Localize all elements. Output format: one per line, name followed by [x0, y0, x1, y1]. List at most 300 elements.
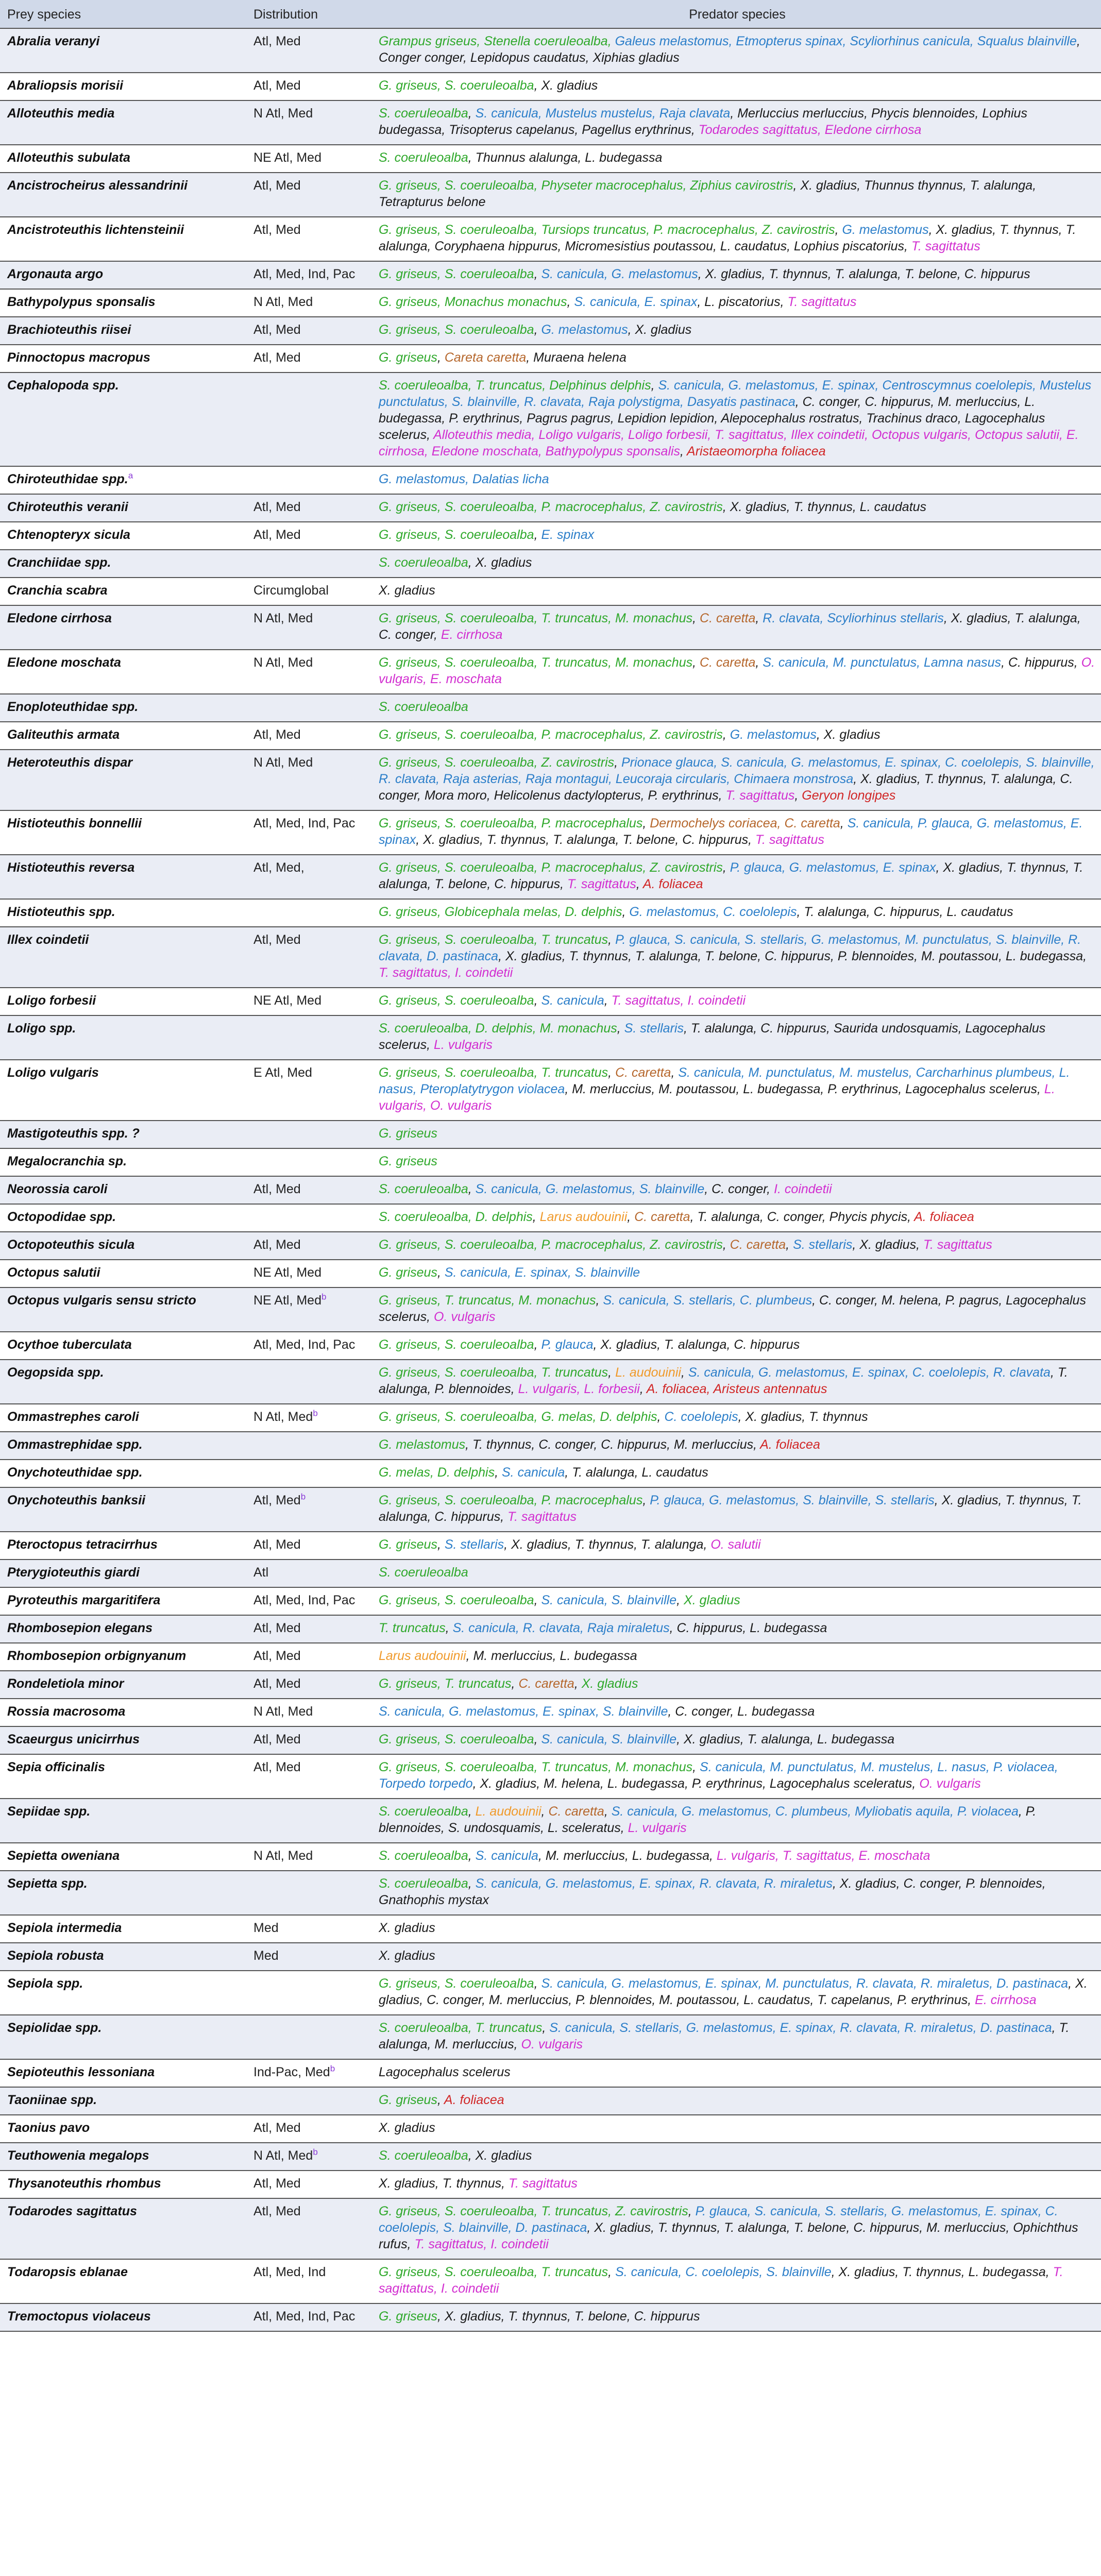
predator-species-cell	[371, 1060, 1101, 1121]
distribution-cell: Atl, Med	[246, 217, 371, 261]
table-row	[0, 261, 1101, 289]
table-row	[0, 2259, 1101, 2303]
predator-species-group: ,	[437, 1265, 445, 1280]
predator-species-group: T. sagittatus	[567, 877, 636, 891]
table-row	[0, 1432, 1101, 1460]
predator-species-group: , M. merluccius, M. poutassou, L. budegassa, P. erythrinus, Lagocephalus scelerus,	[565, 1082, 1044, 1096]
prey-species-cell	[0, 1799, 246, 1843]
predator-species-group: ,	[692, 611, 700, 625]
predator-species-group: ,	[692, 655, 700, 670]
predator-species-group: ,	[722, 1238, 730, 1252]
distribution-cell: Atl, Med,	[246, 855, 371, 899]
table-row	[0, 1871, 1101, 1915]
predator-species-group: Dermochelys coriacea, C. caretta	[650, 816, 840, 831]
predator-species-group: S. coeruleoalba	[379, 1804, 468, 1819]
table-row	[0, 1671, 1101, 1699]
prey-species-cell	[0, 2087, 246, 2115]
predator-species-cell	[371, 899, 1101, 927]
distribution-cell: N Atl, Med	[246, 100, 371, 145]
predator-species-cell	[371, 145, 1101, 173]
predator-species-cell	[371, 289, 1101, 317]
table-row	[0, 1560, 1101, 1587]
prey-species-cell	[0, 1204, 246, 1232]
table-row	[0, 1971, 1101, 2015]
predator-species-group: E. spinax	[541, 528, 595, 542]
distribution-cell	[246, 1121, 371, 1148]
distribution-cell: Atl, Med	[246, 1615, 371, 1643]
distribution-cell: N Atl, Med	[246, 1699, 371, 1726]
table-row	[0, 578, 1101, 605]
predator-species-cell	[371, 1971, 1101, 2015]
predator-species-group: S. canicula, G. melastomus, S. blainville	[475, 1182, 705, 1196]
predator-species-group: G. griseus, S. coeruleoalba	[379, 1732, 534, 1747]
predator-species-cell	[371, 1560, 1101, 1587]
predator-species-cell	[371, 750, 1101, 810]
predator-species-group: , X. gladius, T. thynnus, L. budegassa,	[831, 2265, 1053, 2279]
predator-species-group: R. clavata, Scyliorhinus stellaris	[763, 611, 944, 625]
predator-species-group: , X. gladius, T. thynnus, T. alalunga, T. belone, C. hippurus,	[416, 833, 756, 847]
predator-species-group: A. foliacea	[760, 1437, 820, 1452]
predator-species-group: L. audouinii	[615, 1365, 681, 1380]
predator-species-group: P. glauca	[541, 1337, 594, 1352]
predator-species-group: ,	[657, 1410, 665, 1424]
predator-species-group: ,	[608, 2265, 616, 2279]
table-row	[0, 2303, 1101, 2331]
predator-species-cell	[371, 2143, 1101, 2171]
prey-species-name: Taonius pavo	[7, 2121, 90, 2135]
predator-species-group: , X. gladius, T. alalunga, C. hippurus	[593, 1337, 800, 1352]
prey-species-cell	[0, 2171, 246, 2198]
predator-species-group: ,	[495, 1465, 502, 1480]
prey-species-name: Rhombosepion elegans	[7, 1621, 153, 1635]
predator-species-group: L. vulgaris, O. vulgaris	[379, 1082, 1055, 1113]
distribution-cell: Atl, Med	[246, 345, 371, 372]
predator-species-cell	[371, 1487, 1101, 1532]
predator-species-cell	[371, 1176, 1101, 1204]
predator-species-group: G. griseus, S. coeruleoalba, P. macrocephalus	[379, 816, 643, 831]
predator-species-group: ,	[468, 1876, 476, 1891]
prey-species-name: Chiroteuthidae spp.	[7, 472, 128, 486]
table-row	[0, 1587, 1101, 1615]
predator-species-cell	[371, 550, 1101, 578]
table-row	[0, 855, 1101, 899]
predator-species-group: ,	[534, 1976, 541, 1991]
distribution-cell: N Atl, Med	[246, 750, 371, 810]
distribution-cell: Atl, Med	[246, 1532, 371, 1560]
distribution-cell	[246, 1871, 371, 1915]
predator-species-group: S. canicula, R. clavata, Raja miraletus	[452, 1621, 670, 1635]
distribution-cell	[246, 1460, 371, 1487]
predator-species-group: Larus audouinii	[379, 1649, 466, 1663]
prey-species-cell	[0, 1015, 246, 1060]
predator-species-group: L. vulgaris, L. forbesii	[518, 1382, 640, 1396]
predator-species-group: G. melastomus	[842, 223, 929, 237]
prey-species-name: Pyroteuthis margaritifera	[7, 1593, 161, 1607]
distribution-cell: Atl, Med	[246, 494, 371, 522]
predator-species-group: S. canicula	[475, 1849, 538, 1863]
prey-species-cell	[0, 345, 246, 372]
prey-species-cell	[0, 1332, 246, 1360]
predator-species-group: S. coeruleoalba	[379, 150, 468, 165]
predator-species-group: C. caretta	[730, 1238, 786, 1252]
prey-species-cell	[0, 1971, 246, 2015]
predator-species-cell	[371, 1799, 1101, 1843]
predator-species-group: ,	[534, 993, 541, 1008]
predator-species-group: ,	[671, 1065, 679, 1080]
predator-species-group: G. griseus, S. coeruleoalba, T. truncatus	[379, 2265, 608, 2279]
prey-species-name: Loligo forbesii	[7, 993, 96, 1008]
predator-species-group: G. griseus, S. coeruleoalba, Tursiops truncatus, P. macrocephalus, Z. cavirostris	[379, 223, 835, 237]
predator-species-group: Geryon longipes	[802, 788, 896, 803]
table-row	[0, 2115, 1101, 2143]
predator-species-cell	[371, 73, 1101, 100]
predator-species-group: S. coeruleoalba, D. delphis	[379, 1210, 533, 1224]
predator-species-group: ,	[468, 1849, 476, 1863]
predator-species-group: ,	[642, 816, 650, 831]
predator-species-group: , M. merluccius, L. budegassa,	[538, 1849, 717, 1863]
footnote-marker: b	[313, 1408, 318, 1418]
predator-species-group: G. griseus, S. coeruleoalba	[379, 78, 534, 93]
predator-species-group: , X. gladius, T. thynnus, T. alalunga, C. hippurus,	[379, 1493, 1082, 1524]
predator-species-group: , Muraena helena	[526, 350, 626, 365]
predator-species-cell	[371, 694, 1101, 722]
prey-species-name: Octopoteuthis sicula	[7, 1238, 135, 1252]
predator-species-group: ,	[755, 655, 763, 670]
predator-species-group: P. glauca, G. melastomus, S. blainville, S. stellaris	[650, 1493, 935, 1507]
prey-species-name: Sepiolidae spp.	[7, 2021, 102, 2035]
table-row	[0, 1148, 1101, 1176]
predator-species-cell	[371, 1287, 1101, 1332]
prey-species-name: Pterygioteuthis giardi	[7, 1565, 140, 1580]
distribution-cell	[246, 694, 371, 722]
prey-species-cell	[0, 2143, 246, 2171]
predator-species-group: , T. alalunga, C. hippurus, Saurida undosquamis, Lagocephalus scelerus,	[379, 1021, 1046, 1052]
prey-species-cell	[0, 899, 246, 927]
predator-species-cell	[371, 2303, 1101, 2331]
predator-species-group: G. griseus, S. coeruleoalba, T. truncatus	[379, 933, 608, 947]
table-row	[0, 694, 1101, 722]
predator-species-group: G. griseus, S. coeruleoalba, P. macrocephalus, Z. cavirostris	[379, 727, 723, 742]
predator-species-group: ,	[681, 1365, 688, 1380]
predator-species-group: O. vulgaris	[521, 2037, 583, 2052]
distribution-cell: Atl, Med	[246, 173, 371, 217]
prey-species-cell	[0, 2015, 246, 2059]
prey-species-name: Ancistroteuthis lichtensteinii	[7, 223, 184, 237]
distribution-cell: Med	[246, 1943, 371, 1971]
predator-species-cell	[371, 1671, 1101, 1699]
header-predator: Predator species	[371, 0, 1101, 28]
predator-species-group: G. griseus, S. coeruleoalba, P. macrocephalus	[379, 1493, 643, 1507]
prey-species-name: Sepiola robusta	[7, 1948, 104, 1963]
predator-species-cell	[371, 173, 1101, 217]
predator-species-group: S. canicula, E. spinax, S. blainville	[444, 1265, 640, 1280]
predator-species-group: , X. gladius, T. alalunga, C. conger,	[379, 611, 1081, 642]
table-row	[0, 605, 1101, 650]
predator-species-group: ,	[688, 2204, 696, 2218]
prey-species-cell	[0, 1460, 246, 1487]
table-row	[0, 1532, 1101, 1560]
predator-species-group: S. coeruleoalba, T. truncatus, Delphinus delphis	[379, 378, 651, 393]
predator-species-group: T. sagittatus, I. coindetii	[611, 993, 746, 1008]
predator-species-group: , X. gladius, T. thynnus, T. alalunga, T. belone, C. hippurus, P. blennoides, M. poutassou, L. budegassa,	[498, 949, 1087, 963]
predator-species-group: O. salutii	[710, 1537, 761, 1552]
predator-species-group: G. griseus, S. coeruleoalba	[379, 323, 534, 337]
predator-species-group: Prionace glauca, S. canicula, G. melastomus, E. spinax, C. coelolepis, S. blainville, R. clavata, Raja asterias, Raja montagui, Leucoraja circularis, Chimaera monstrosa	[379, 755, 1095, 786]
prey-species-name: Onychoteuthidae spp.	[7, 1465, 143, 1480]
predator-species-group: C. caretta	[700, 611, 756, 625]
predator-species-group: L. vulgaris, T. sagittatus, E. moschata	[716, 1849, 930, 1863]
predator-species-group: G. griseus, T. truncatus, M. monachus	[379, 1293, 596, 1308]
predator-species-group: S. canicula, M. punctulatus, M. mustelus, Carcharhinus plumbeus, L. nasus, Pteroplatytrygon violacea	[379, 1065, 1070, 1096]
predator-species-group: Careta caretta	[444, 350, 527, 365]
distribution-cell: Atl, Med	[246, 1643, 371, 1671]
footnote-marker: b	[313, 2147, 318, 2157]
predator-species-group: , X. gladius	[628, 323, 692, 337]
predator-species-cell	[371, 1204, 1101, 1232]
predator-species-group: S. canicula, E. spinax	[574, 295, 698, 309]
predator-species-group: ,	[542, 2021, 550, 2035]
predator-species-group: ,	[614, 755, 622, 770]
prey-species-cell	[0, 810, 246, 855]
predator-species-group: S. canicula, G. melastomus, E. spinax, Centroscymnus coelolepis, Mustelus punctulatus, S. blainville, R. clavata, Raja polystigma, Dasyatis pastinaca	[379, 378, 1092, 409]
predator-species-cell	[371, 261, 1101, 289]
predator-species-cell	[371, 810, 1101, 855]
prey-species-name: Tremoctopus violaceus	[7, 2309, 151, 2324]
predator-species-group: G. griseus, S. coeruleoalba, T. truncatus, M. monachus	[379, 611, 693, 625]
prey-species-cell	[0, 1176, 246, 1204]
prey-species-cell	[0, 2115, 246, 2143]
distribution-cell: N Atl, Med	[246, 605, 371, 650]
predator-species-group: S. coeruleoalba, T. truncatus	[379, 2021, 543, 2035]
predator-species-group: S. coeruleoalba	[379, 1565, 468, 1580]
predator-species-group: X. gladius	[684, 1593, 740, 1607]
table-row	[0, 1799, 1101, 1843]
predator-species-group: ,	[622, 905, 630, 919]
prey-species-cell	[0, 722, 246, 750]
predator-species-group: G. griseus	[379, 1265, 437, 1280]
table-body	[0, 28, 1101, 2331]
predator-species-group: ,	[567, 295, 574, 309]
predator-species-cell	[371, 605, 1101, 650]
predator-species-group: , Merluccius merluccius, Phycis blennoides, Lophius budegassa, Trisopterus capelanus, Pagellus erythrinus,	[379, 106, 1027, 137]
prey-species-cell	[0, 1287, 246, 1332]
distribution-cell: Atl, Med	[246, 1726, 371, 1754]
predator-species-group: S. canicula, G. melastomus, E. spinax, R. clavata, R. miraletus	[475, 1876, 833, 1891]
predator-species-group: G. griseus, Globicephala melas, D. delphis	[379, 905, 622, 919]
predator-species-group: , X. gladius	[468, 555, 532, 570]
distribution-cell: Atl, Med, Ind, Pac	[246, 810, 371, 855]
prey-species-cell	[0, 466, 246, 494]
predator-species-group: S. canicula, M. punctulatus, M. mustelus, L. nasus, P. violacea, Torpedo torpedo	[379, 1760, 1058, 1791]
table-row	[0, 1404, 1101, 1432]
table-row	[0, 1699, 1101, 1726]
distribution-cell	[246, 1971, 371, 2015]
predator-species-group: , X. gladius	[468, 2148, 532, 2163]
predator-species-group: G. griseus	[379, 350, 437, 365]
prey-species-cell	[0, 317, 246, 345]
table-row	[0, 1232, 1101, 1260]
predator-species-group: ,	[794, 788, 802, 803]
table-row	[0, 1487, 1101, 1532]
predator-species-group: S. canicula, S. blainville	[541, 1732, 677, 1747]
predator-species-group: A. foliacea	[914, 1210, 974, 1224]
predator-species-group: , X. gladius, C. conger, M. merluccius, P. blennoides, M. poutassou, L. caudatus, T. capelanus, P. erythrinus,	[379, 1976, 1088, 2007]
table-row	[0, 217, 1101, 261]
table-row	[0, 372, 1101, 466]
distribution-cell: Atl, Med	[246, 1754, 371, 1799]
predator-species-group: T. sagittatus, I. coindetii	[379, 2265, 1063, 2296]
predator-species-group: ,	[608, 933, 616, 947]
distribution-cell: Atl, Med	[246, 1176, 371, 1204]
predator-species-group: P. glauca, S. canicula, S. stellaris, G. melastomus, M. punctulatus, S. blainville, R. clavata, D. pastinaca	[379, 933, 1081, 963]
predator-species-group: ,	[835, 223, 842, 237]
prey-species-name: Cephalopoda spp.	[7, 378, 119, 393]
predator-species-group: , C. hippurus, L. budegassa	[669, 1621, 827, 1635]
predator-species-group: ,	[676, 1593, 684, 1607]
prey-species-name: Chtenopteryx sicula	[7, 528, 130, 542]
distribution-cell: Atl, Med, Ind, Pac	[246, 2303, 371, 2331]
predator-species-cell	[371, 2259, 1101, 2303]
predator-species-group: , X. gladius, M. helena, L. budegassa, P. erythrinus, Lagocephalus sceleratus,	[472, 1776, 920, 1791]
distribution-cell: Atl, Med	[246, 317, 371, 345]
predator-species-group: ,	[642, 1493, 650, 1507]
predator-species-group: ,	[468, 1182, 476, 1196]
predator-species-group: S. canicula, G. melastomus, C. plumbeus, Myliobatis aquila, P. violacea	[611, 1804, 1019, 1819]
prey-species-name: Galiteuthis armata	[7, 727, 120, 742]
distribution-cell: Atl, Med	[246, 522, 371, 550]
predator-species-cell	[371, 494, 1101, 522]
prey-species-cell	[0, 1671, 246, 1699]
predator-species-group: C. caretta	[700, 655, 756, 670]
distribution-cell	[246, 1015, 371, 1060]
prey-species-cell	[0, 550, 246, 578]
table-row	[0, 1754, 1101, 1799]
predator-species-group: G. griseus	[379, 1537, 437, 1552]
predator-species-group: ,	[639, 1382, 647, 1396]
predator-species-cell	[371, 1015, 1101, 1060]
predator-species-group: , X. gladius, C. conger, P. blennoides, Gnathophis mystax	[379, 1876, 1046, 1907]
prey-species-name: Sepioteuthis lessoniana	[7, 2065, 155, 2079]
prey-species-cell	[0, 217, 246, 261]
predator-species-group: S. canicula, S. blainville	[541, 1593, 677, 1607]
table-row	[0, 2143, 1101, 2171]
predator-species-group: , C. conger,	[704, 1182, 774, 1196]
footnote-marker: b	[300, 1492, 306, 1502]
prey-species-name: Scaeurgus unicirrhus	[7, 1732, 140, 1747]
prey-species-name: Loligo vulgaris	[7, 1065, 99, 1080]
predator-species-group: G. griseus, S. coeruleoalba, T. truncatus, M. monachus	[379, 655, 693, 670]
predator-species-group: G. griseus, S. coeruleoalba, P. macrocephalus, Z. cavirostris	[379, 1238, 723, 1252]
predator-species-cell	[371, 2015, 1101, 2059]
prey-species-cell	[0, 1148, 246, 1176]
prey-species-name: Sepiola spp.	[7, 1976, 83, 1991]
table-row	[0, 100, 1101, 145]
predator-species-cell	[371, 1232, 1101, 1260]
prey-species-cell	[0, 855, 246, 899]
predator-species-cell	[371, 1726, 1101, 1754]
table-row	[0, 988, 1101, 1015]
prey-species-name: Todaropsis eblanae	[7, 2265, 128, 2279]
prey-species-name: Sepiola intermedia	[7, 1921, 122, 1935]
table-row	[0, 466, 1101, 494]
table-row	[0, 1204, 1101, 1232]
predator-species-group: , C. conger, C. hippurus, M. merluccius, L. budegassa, P. erythrinus, Pagrus pagrus, Lepidion lepidion, Alepocephalus rostratus, Trachinus draco, Lagocephalus scelerus,	[379, 395, 1045, 442]
predator-species-group: , L. piscatorius,	[697, 295, 788, 309]
predator-species-cell	[371, 28, 1101, 73]
distribution-cell: NE Atl, Med	[246, 145, 371, 173]
table-row	[0, 2171, 1101, 2198]
predator-species-cell	[371, 988, 1101, 1015]
distribution-cell: Atl, Med, Ind, Pac	[246, 1587, 371, 1615]
prey-species-cell	[0, 694, 246, 722]
predator-species-group: , X. gladius, T. alalunga, L. budegassa	[676, 1732, 895, 1747]
prey-species-cell	[0, 2259, 246, 2303]
predator-species-group: , X. gladius, T. thynnus, T. alalunga,	[504, 1537, 711, 1552]
predator-species-group: A. foliacea	[642, 877, 703, 891]
table-row	[0, 2087, 1101, 2115]
predator-species-group: T. truncatus	[379, 1621, 446, 1635]
prey-species-name: Mastigoteuthis spp. ?	[7, 1126, 140, 1141]
predator-species-group: ,	[437, 2093, 444, 2107]
predator-species-group: X. gladius	[379, 583, 435, 598]
predator-species-group: G. melastomus	[730, 727, 817, 742]
predator-species-cell	[371, 217, 1101, 261]
predator-species-cell	[371, 2171, 1101, 2198]
distribution-cell	[246, 2015, 371, 2059]
prey-species-cell	[0, 605, 246, 650]
predator-species-group: L. vulgaris	[628, 1821, 687, 1835]
predator-species-cell	[371, 1615, 1101, 1643]
predator-species-group: L. audouinii	[475, 1804, 541, 1819]
distribution-cell: Atl, Med, Ind	[246, 2259, 371, 2303]
prey-species-name: Rossia macrosoma	[7, 1704, 126, 1719]
predator-species-group: , T. alalunga, C. hippurus, L. caudatus	[797, 905, 1013, 919]
predator-species-group: ,	[511, 1676, 519, 1691]
distribution-cell: Atl, Med	[246, 927, 371, 988]
predator-species-group: G. griseus, S. coeruleoalba, T. truncatus	[379, 1365, 608, 1380]
predator-species-cell	[371, 522, 1101, 550]
distribution-cell: E Atl, Med	[246, 1060, 371, 1121]
predator-species-group: ,	[755, 611, 763, 625]
prey-species-cell	[0, 1726, 246, 1754]
prey-species-name: Abralia veranyi	[7, 34, 100, 48]
prey-species-cell	[0, 1232, 246, 1260]
prey-species-cell	[0, 1843, 246, 1871]
table-row	[0, 1260, 1101, 1287]
predator-species-cell	[371, 722, 1101, 750]
prey-species-cell	[0, 522, 246, 550]
predator-species-group: Aristaeomorpha foliacea	[687, 444, 826, 459]
header-prey: Prey species	[0, 0, 246, 28]
distribution-cell: Atl, Med	[246, 2171, 371, 2198]
predator-species-cell	[371, 1643, 1101, 1671]
prey-species-cell	[0, 73, 246, 100]
predator-species-group: ,	[534, 528, 541, 542]
predator-species-group: Galeus melastomus, Etmopterus spinax, Scyliorhinus canicula, Squalus blainville	[615, 34, 1077, 48]
table-row	[0, 494, 1101, 522]
prey-species-name: Chiroteuthis veranii	[7, 500, 128, 514]
table-row	[0, 1615, 1101, 1643]
predator-species-group: ,	[541, 1804, 549, 1819]
predator-species-group: G. melastomus, C. coelolepis	[629, 905, 797, 919]
prey-species-name: Thysanoteuthis rhombus	[7, 2176, 161, 2191]
prey-species-cell	[0, 494, 246, 522]
predator-species-group: ,	[722, 860, 730, 875]
predator-species-group: S. canicula	[541, 993, 604, 1008]
predator-species-group: T. sagittatus	[725, 788, 795, 803]
predator-species-group: , C. hippurus,	[1001, 655, 1081, 670]
predator-species-cell	[371, 2115, 1101, 2143]
